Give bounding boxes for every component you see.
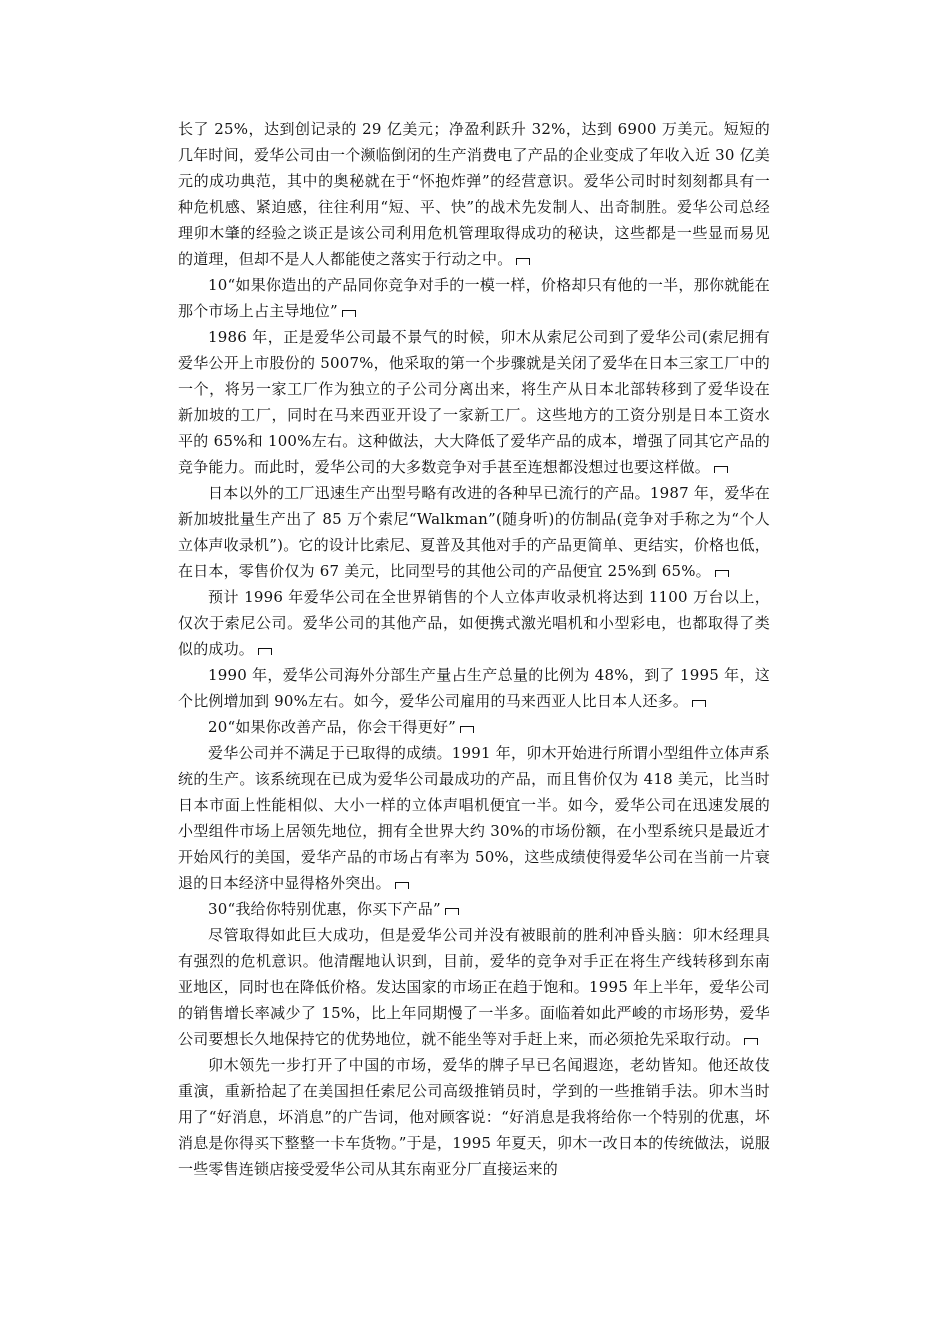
paragraph-text: 尽管取得如此巨大成功，但是爱华公司并没有被眼前的胜利冲昏头脑：卯木经理具有强烈的危机意识。他清醒地认识到，目前，爱华的竞争对手正在将生产线转移到东南亚地区，同时也在降低价格。发达国家的市场正在趋于饱和。1995 年上半年，爱华公司的销售增长率减少了 15%，比上年同期慢了一半多。面临着如此严峻的市场形势，爱华公司要想长久地保持它的优势地位，就不能坐等对手赶上来，而必须抢先采取行动。 (178, 926, 770, 1048)
paragraph-end-mark-icon (715, 570, 729, 577)
paragraph-text: 爱华公司并不满足于已取得的成绩。1991 年，卯木开始进行所谓小型组件立体声系统的生产。该系统现在已成为爱华公司最成功的产品，而且售价仅为 418 美元，比当时日本市面上性能相似、大小一样的立体声唱机便宜一半。如今，爱华公司在迅速发展的小型组件市场上居领先地位，拥有全世界大约 30%的市场份额，在小型系统只是最近才开始风行的美国，爱华产品的市场占有率为 50%，这些成绩使得爱华公司在当前一片衰退的日本经济中显得格外突出。 (178, 744, 770, 892)
paragraph-3 (178, 324, 770, 480)
paragraph-end-mark-icon (258, 648, 272, 655)
paragraph-end-mark-icon (445, 908, 459, 915)
paragraph-7 (178, 714, 770, 740)
paragraph-1 (178, 116, 770, 272)
section-heading-10: 10“如果你造出的产品同你竞争对手的一模一样，价格却只有他的一半，那你就能在那个市场上占主导地位” (178, 276, 770, 320)
paragraph-text: 卯木领先一步打开了中国的市场，爱华的牌子早已名闻遐迩，老幼皆知。他还故伎重演，重新拾起了在美国担任索尼公司高级推销员时，学到的一些推销手法。卯木当时用了“好消息，坏消息”的广告词，他对顾客说：“好消息是我将给你一个特别的优惠，坏消息是你得买下整整一卡车货物。”于是，1995 年夏天，卯木一改日本的传统做法，说服一些零售连锁店接受爱华公司从其东南亚分厂直接运来的 (178, 1056, 770, 1178)
paragraph-5 (178, 584, 770, 662)
paragraph-end-mark-icon (395, 882, 409, 889)
paragraph-11 (178, 1052, 770, 1182)
paragraph-10 (178, 922, 770, 1052)
section-heading-30: 30“我给你特别优惠，你买下产品” (208, 900, 441, 918)
paragraph-text: 1986 年，正是爱华公司最不景气的时候，卯木从索尼公司到了爱华公司(索尼拥有爱华公开上市股份的 5007%，他采取的第一个步骤就是关闭了爱华在日本三家工厂中的一个，将另一家工厂作为独立的子公司分离出来，将生产从日本北部转移到了爱华设在新加坡的工厂，同时在马来西亚开设了一家新工厂。这些地方的工资分别是日本工资水平的 65%和 100%左右。这种做法，大大降低了爱华产品的成本，增强了同其它产品的竞争能力。而此时，爱华公司的大多数竞争对手甚至连想都没想过也要这样做。 (178, 328, 770, 476)
paragraph-text: 长了 25%，达到创记录的 29 亿美元；净盈利跃升 32%，达到 6900 万美元。短短的几年时间，爱华公司由一个濒临倒闭的生产消费电了产品的企业变成了年收入近 30 亿美元的成功典范，其中的奥秘就在于“怀抱炸弹”的经营意识。爱华公司时时刻刻都具有一种危机感、紧迫感，往往利用“短、平、快”的战术先发制人、出奇制胜。爱华公司总经理卯木肇的经验之谈正是该公司利用危机管理取得成功的秘诀，这些都是一些显而易见的道理，但却不是人人都能使之落实于行动之中。 (178, 120, 770, 268)
document-page (178, 116, 770, 1182)
paragraph-text: 1990 年，爱华公司海外分部生产量占生产总量的比例为 48%，到了 1995 年，这个比例增加到 90%左右。如今，爱华公司雇用的马来西亚人比日本人还多。 (178, 666, 770, 710)
paragraph-end-mark-icon (744, 1038, 758, 1045)
paragraph-2 (178, 272, 770, 324)
paragraph-6 (178, 662, 770, 714)
paragraph-end-mark-icon (714, 466, 728, 473)
paragraph-4 (178, 480, 770, 584)
paragraph-end-mark-icon (692, 700, 706, 707)
paragraph-end-mark-icon (342, 310, 356, 317)
paragraph-text: 日本以外的工厂迅速生产出型号略有改进的各种早已流行的产品。1987 年，爱华在新加坡批量生产出了 85 万个索尼“Walkman”(随身听)的仿制品(竞争对手称之为“个人立体声收录机”)。它的设计比索尼、夏普及其他对手的产品更简单、更结实，价格也低，在日本，零售价仅为 67 美元，比同型号的其他公司的产品便宜 25%到 65%。 (178, 484, 770, 580)
paragraph-end-mark-icon (516, 258, 530, 265)
paragraph-9 (178, 896, 770, 922)
paragraph-8 (178, 740, 770, 896)
section-heading-20: 20“如果你改善产品，你会干得更好” (208, 718, 457, 736)
paragraph-end-mark-icon (460, 726, 474, 733)
paragraph-text: 预计 1996 年爱华公司在全世界销售的个人立体声收录机将达到 1100 万台以上，仅次于索尼公司。爱华公司的其他产品，如便携式激光唱机和小型彩电，也都取得了类似的成功。 (178, 588, 770, 658)
